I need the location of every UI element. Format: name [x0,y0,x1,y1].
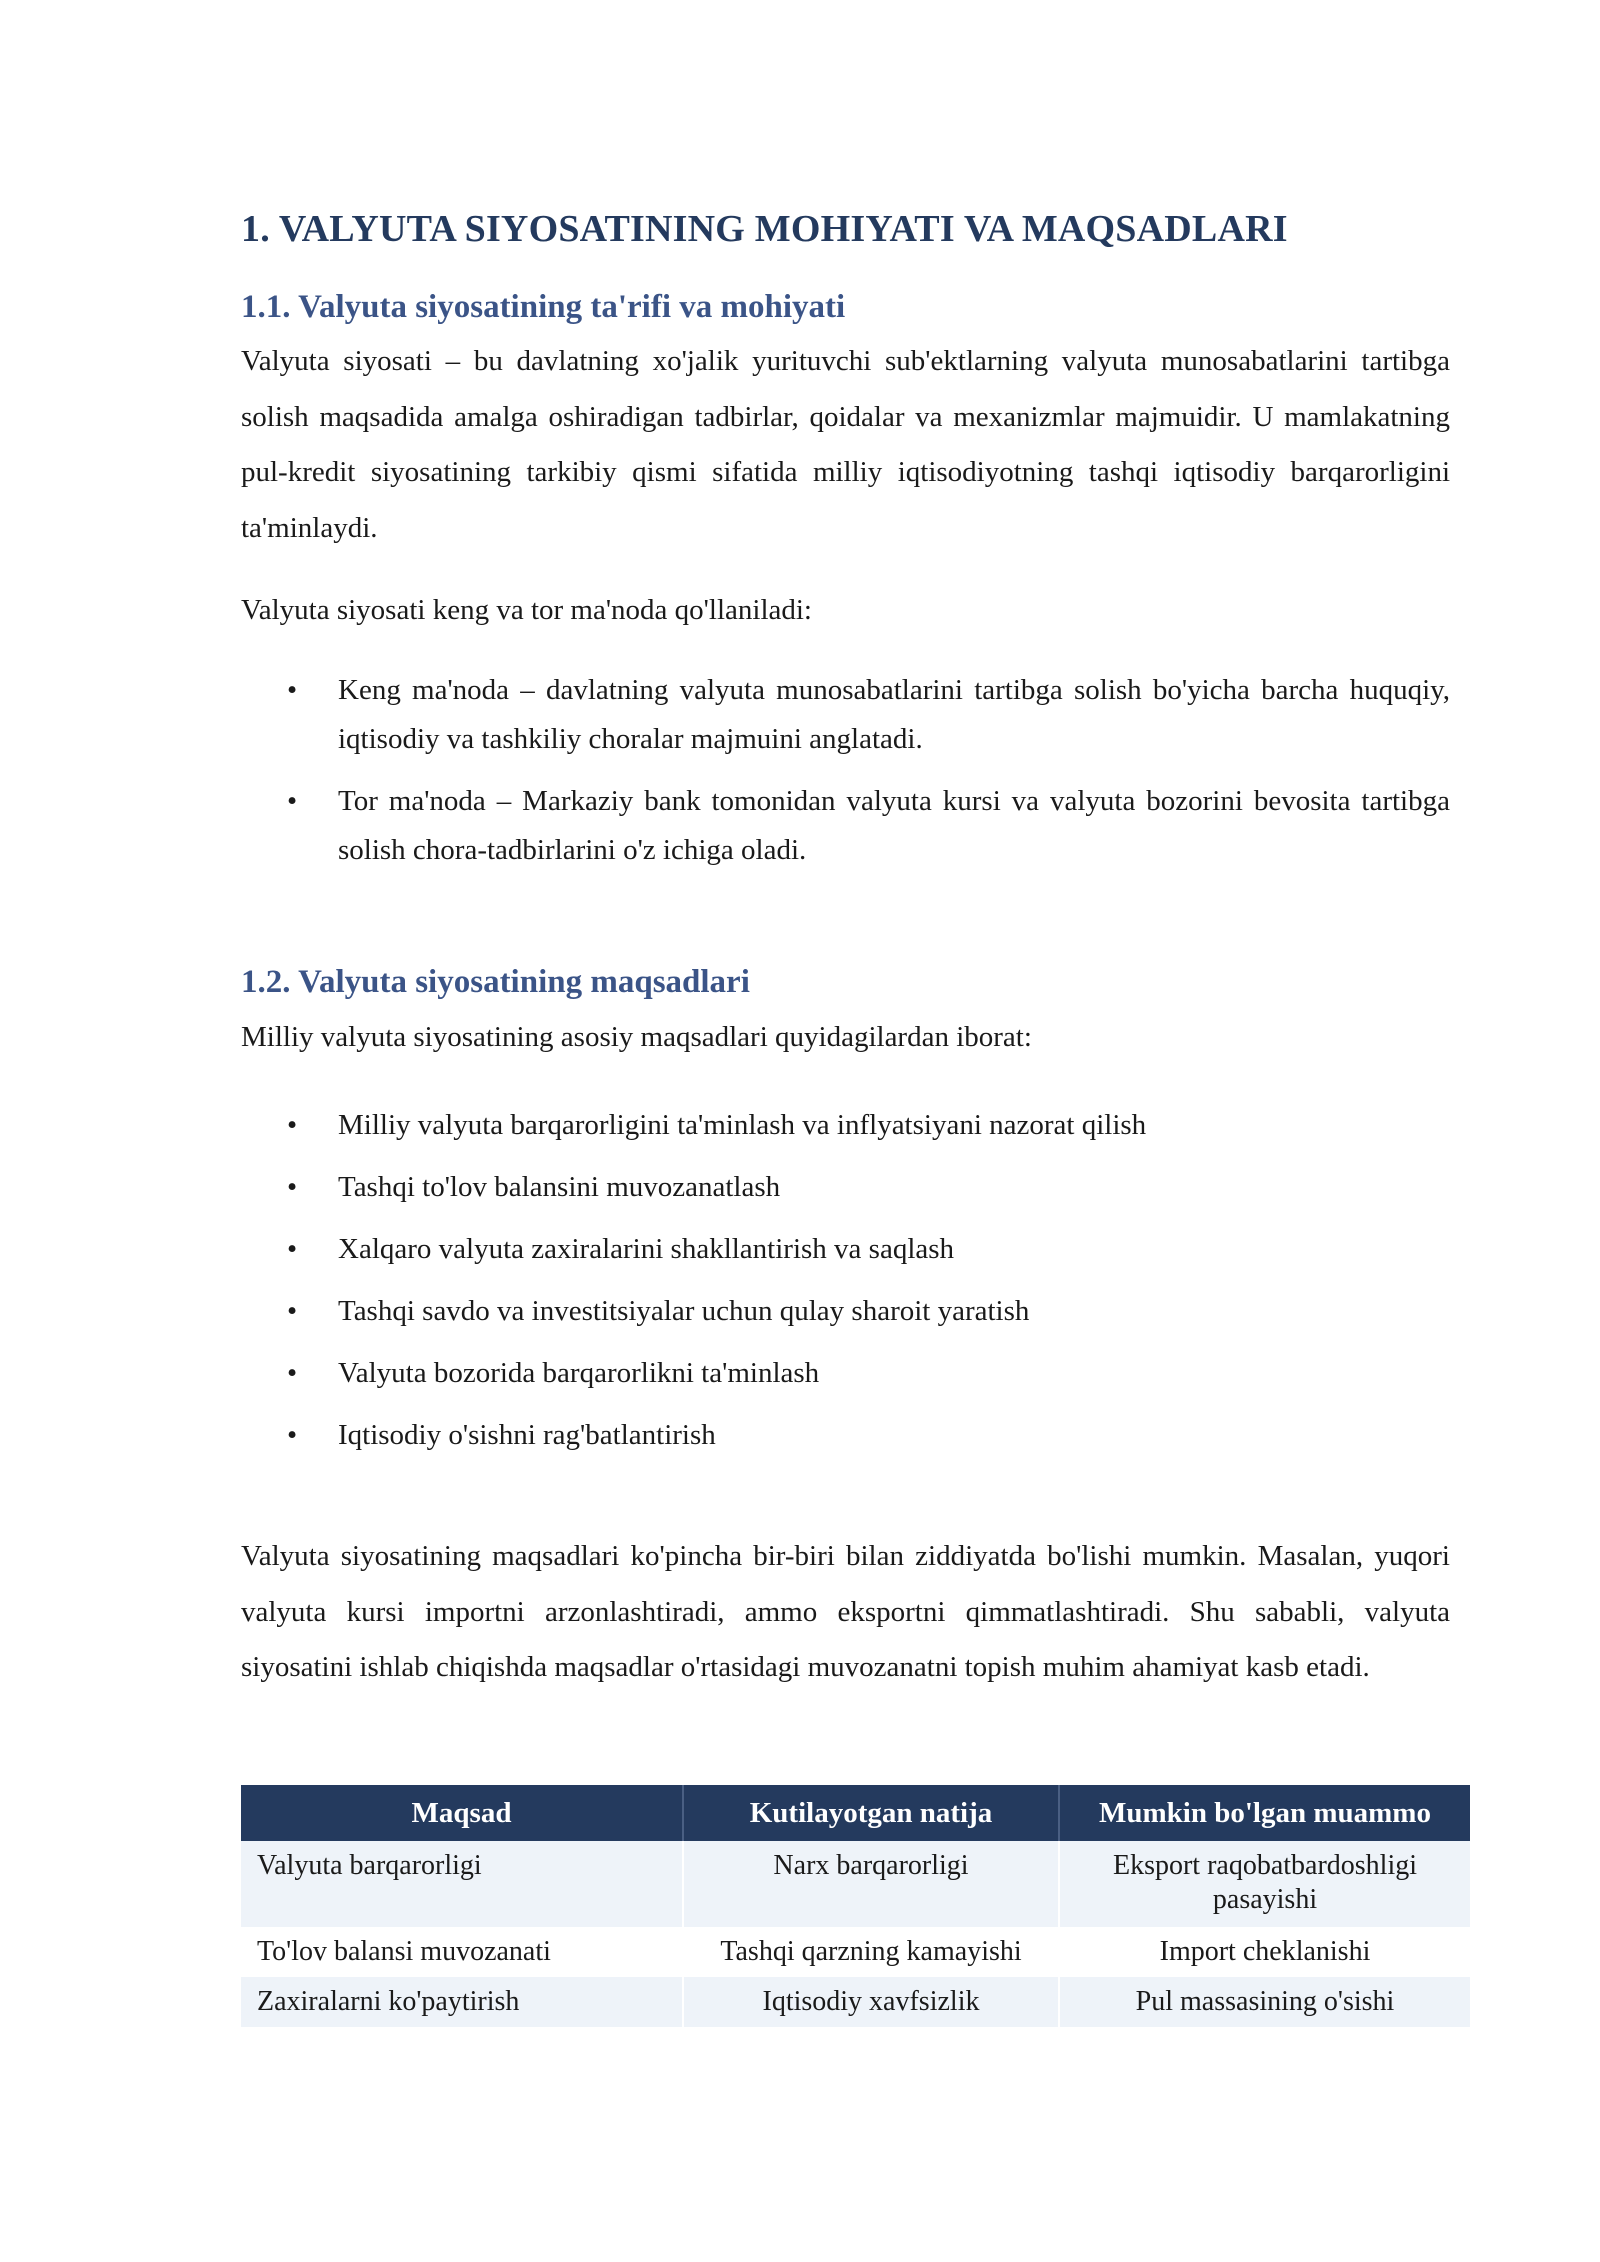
list-item [241,1094,1450,1156]
list-item-text: Xalqaro valyuta zaxiralarini shakllantirish va saqlash [338,1233,955,1265]
goals-table [241,1785,1470,2027]
bullet-icon: • [287,674,298,706]
table-cell: Import cheklanishi [1059,1927,1470,1977]
column-header-goal: Maqsad [241,1785,683,1841]
list-item [241,1280,1450,1342]
column-header-possible-problem: Mumkin bo'lgan muammo [1059,1785,1470,1841]
list-item [241,666,1450,764]
bullet-icon: • [287,1109,298,1141]
table-cell: Valyuta barqarorligi [241,1841,683,1927]
list-item [241,1218,1450,1280]
table-row [241,1977,1470,2027]
bullet-icon: • [287,1357,298,1389]
section-2-bullet-list [241,1094,1450,1466]
section-1-paragraph-1: Valyuta siyosati – bu davlatning xo'jalik yurituvchi sub'ektlarning valyuta munosabatlarini tartibga solish maqsadida amalga oshiradigan tadbirlar, qoidalar va mexanizmlar majmuidir. U mamlakatning pul-kredit siyosatining tarkibiy qismi sifatida milliy iqtisodiyotning tashqi iqtisodiy barqarorligini ta'minlaydi. [241,345,1450,544]
table-header-row [241,1785,1470,1841]
list-item-text: Tashqi savdo va investitsiyalar uchun qulay sharoit yaratish [338,1295,1030,1327]
list-item-text: Valyuta bozorida barqarorlikni ta'minlash [338,1357,820,1389]
table-cell: Tashqi qarzning kamayishi [683,1927,1059,1977]
table-cell: Narx barqarorligi [683,1841,1059,1927]
table-cell: Eksport raqobatbardoshligi pasayishi [1059,1841,1470,1927]
list-item [241,1342,1450,1404]
list-item [241,1156,1450,1218]
section-1-title: 1.1. Valyuta siyosatining ta'rifi va mohiyati [241,289,846,325]
table-cell: To'lov balansi muvozanati [241,1927,683,1977]
section-1-bullet-list [241,666,1450,875]
list-item-text: Milliy valyuta barqarorligini ta'minlash va inflyatsiyani nazorat qilish [338,1109,1147,1141]
list-item-text: Keng ma'noda – davlatning valyuta munosabatlarini tartibga solish bo'yicha barcha huquqiy, iqtisodiy va tashkiliy choralar majmuini anglatadi. [338,674,1450,755]
list-item-text: Iqtisodiy o'sishni rag'batlantirish [338,1419,716,1451]
table-cell: Zaxiralarni ko'paytirish [241,1977,683,2027]
column-header-expected-result: Kutilayotgan natija [683,1785,1059,1841]
bullet-icon: • [287,1233,298,1265]
list-item-text: Tashqi to'lov balansini muvozanatlash [338,1171,781,1203]
table-cell: Iqtisodiy xavfsizlik [683,1977,1059,2027]
list-item [241,777,1450,875]
list-item [241,1404,1450,1466]
list-item-text: Tor ma'noda – Markaziy bank tomonidan valyuta kursi va valyuta bozorini bevosita tartibga solish chora-tadbirlarini o'z ichiga oladi. [338,785,1450,866]
bullet-icon: • [287,785,298,817]
table-row [241,1841,1470,1927]
table-row [241,1927,1470,1977]
section-2-intro: Milliy valyuta siyosatining asosiy maqsadlari quyidagilardan iborat: [241,1021,1032,1053]
section-2-title: 1.2. Valyuta siyosatining maqsadlari [241,964,750,1000]
table-cell: Pul massasining o'sishi [1059,1977,1470,2027]
section-2-closing-paragraph: Valyuta siyosatining maqsadlari ko'pincha bir-biri bilan ziddiyatda bo'lishi mumkin. Masalan, yuqori valyuta kursi importni arzonlashtiradi, ammo eksportni qimmatlashtiradi. Shu sababli, valyuta siyosatini ishlab chiqishda maqsadlar o'rtasidagi muvozanatni topish muhim ahamiyat kasb etadi. [241,1540,1450,1683]
bullet-icon: • [287,1419,298,1451]
bullet-icon: • [287,1171,298,1203]
bullet-icon: • [287,1295,298,1327]
section-1-paragraph-2: Valyuta siyosati keng va tor ma'noda qo'llaniladi: [241,594,812,626]
chapter-heading: 1. VALYUTA SIYOSATINING MOHIYATI VA MAQSADLARI [241,208,1288,250]
